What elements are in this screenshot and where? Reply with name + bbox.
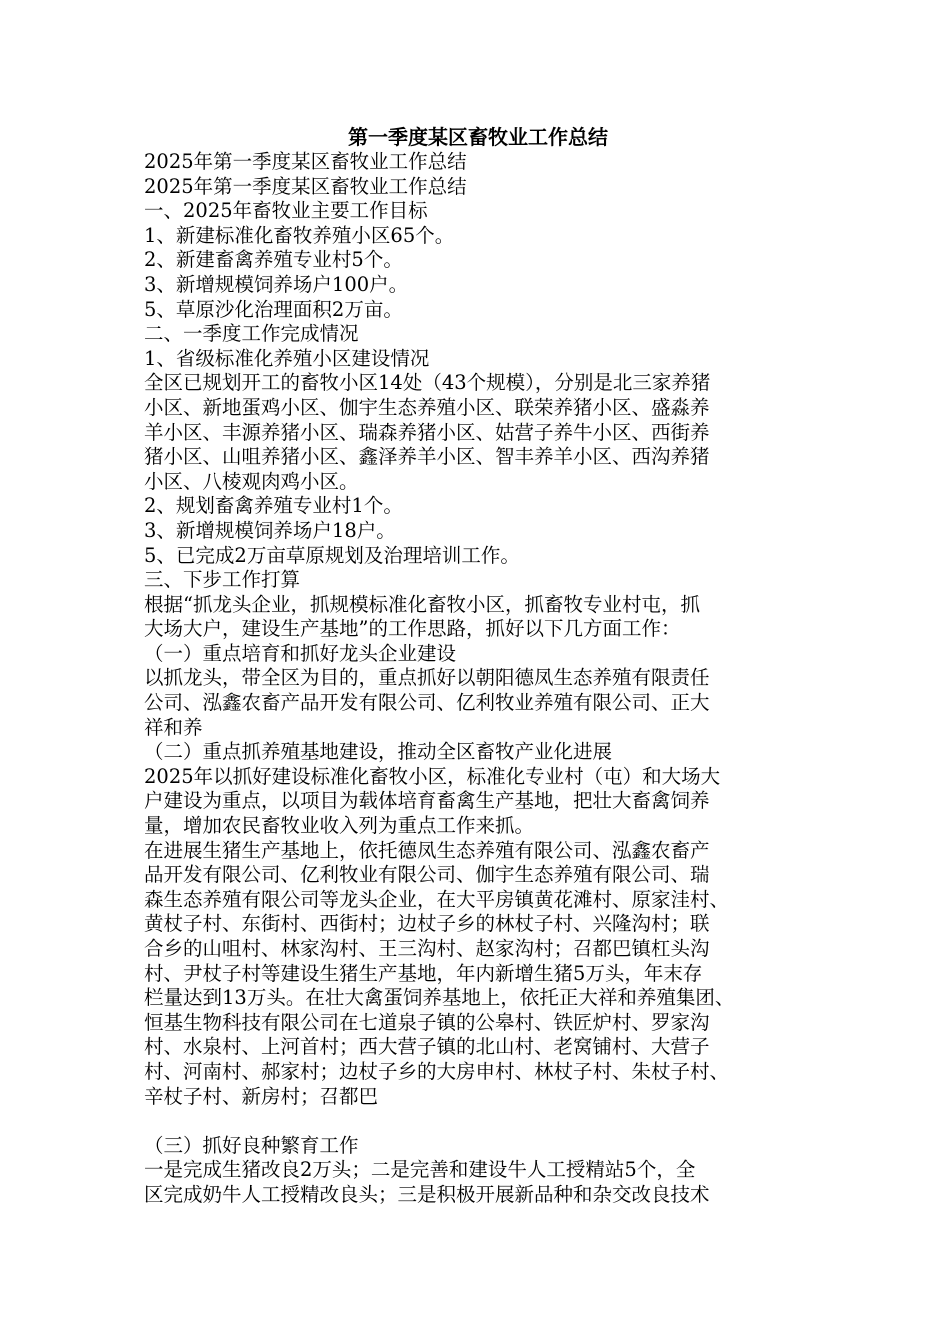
paragraph-line: 村、河南村、郝家村；边杖子乡的大房申村、林杖子村、朱杖子村、 — [144, 1059, 730, 1083]
paragraph-line: （一）重点培育和抓好龙头企业建设 — [144, 641, 457, 665]
paragraph-line: 5、已完成2万亩草原规划及治理培训工作。 — [144, 543, 520, 567]
paragraph-line: 合乡的山咀村、林家沟村、王三沟村、赵家沟村；召都巴镇杠头沟 — [144, 937, 710, 960]
paragraph-line: 公司、泓鑫农畜产品开发有限公司、亿利牧业养殖有限公司、正大 — [144, 691, 710, 715]
document-body — [144, 150, 812, 1208]
paragraph-line: 猪小区、山咀养猪小区、鑫泽养羊小区、智丰养羊小区、西沟养猪 — [144, 445, 710, 469]
paragraph-line: 3、新增规模饲养场户18户。 — [144, 518, 396, 542]
paragraph-line: 以抓龙头，带全区为目的，重点抓好以朝阳德凤生态养殖有限责任 — [144, 666, 710, 690]
paragraph-line: 大场大户，建设生产基地”的工作思路，抓好以下几方面工作： — [144, 617, 681, 641]
paragraph-line: 量，增加农民畜牧业收入列为重点工作来抓。 — [144, 814, 535, 838]
paragraph-line: 小区、八棱观肉鸡小区。 — [144, 469, 359, 493]
paragraph-line: 2、规划畜禽养殖专业村1个。 — [144, 494, 403, 518]
paragraph-line: 2025年第一季度某区畜牧业工作总结 — [144, 150, 467, 173]
paragraph-line: 3、新增规模饲养场户100户。 — [144, 272, 409, 296]
paragraph-line: 二、一季度工作完成情况 — [144, 322, 359, 346]
paragraph-line: 一是完成生猪改良2万头；二是完善和建设牛人工授精站5个，全 — [144, 1158, 696, 1182]
paragraph-line: 小区、新地蛋鸡小区、伽宇生态养殖小区、联荣养猪小区、盛淼养 — [144, 395, 710, 419]
paragraph-line: 三、下步工作打算 — [144, 568, 301, 592]
paragraph-line: 区完成奶牛人工授精改良头；三是积极开展新品种和杂交改良技术 — [144, 1182, 710, 1206]
paragraph-line: 品开发有限公司、亿利牧业有限公司、伽宇生态养殖有限公司、瑞 — [144, 863, 710, 887]
paragraph-line: 户建设为重点，以项目为载体培育畜禽生产基地，把壮大畜禽饲养 — [144, 789, 710, 813]
paragraph-line: 1、省级标准化养殖小区建设情况 — [144, 346, 430, 370]
paragraph-line: 在进展生猪生产基地上，依托德凤生态养殖有限公司、泓鑫农畜产 — [144, 838, 710, 862]
paragraph-line: 2025年第一季度某区畜牧业工作总结 — [144, 174, 467, 198]
paragraph-line — [144, 1109, 812, 1134]
paragraph-line: 村、尹杖子村等建设生猪生产基地，年内新增生猪5万头，年末存 — [144, 961, 703, 985]
paragraph-line: 全区已规划开工的畜牧小区14处（43个规模），分别是北三家养猪 — [144, 371, 711, 395]
paragraph-line: 羊小区、丰源养猪小区、瑞森养猪小区、姑营子养牛小区、西街养 — [144, 420, 710, 444]
document-title: 第一季度某区畜牧业工作总结 — [348, 125, 608, 149]
paragraph-line: 栏量达到13万头。在壮大禽蛋饲养基地上，依托正大祥和养殖集团、 — [144, 986, 735, 1010]
paragraph-line: 村、水泉村、上河首村；西大营子镇的北山村、老窝铺村、大营子 — [144, 1035, 710, 1059]
paragraph-line: 祥和养 — [144, 715, 203, 739]
paragraph-line: 恒基生物科技有限公司在七道泉子镇的公皋村、铁匠炉村、罗家沟 — [144, 1010, 710, 1034]
paragraph-line: 1、新建标准化畜牧养殖小区65个。 — [144, 223, 455, 247]
paragraph-line: 5、草原沙化治理面积2万亩。 — [144, 297, 403, 321]
paragraph-line: （二）重点抓养殖基地建设，推动全区畜牧产业化进展 — [144, 740, 613, 764]
paragraph-line: 黄杖子村、东街村、西街村；边杖子乡的林杖子村、兴隆沟村；联 — [144, 912, 710, 936]
paragraph-line: 2025年以抓好建设标准化畜牧小区，标准化专业村（屯）和大场大 — [144, 764, 721, 788]
paragraph-line: 森生态养殖有限公司等龙头企业，在大平房镇黄花滩村、原家洼村、 — [144, 887, 730, 911]
paragraph-line: 一、2025年畜牧业主要工作目标 — [144, 199, 428, 223]
paragraph-line: 根据“抓龙头企业，抓规模标准化畜牧小区，抓畜牧专业村屯，抓 — [144, 592, 700, 616]
paragraph-line: 辛杖子村、新房村；召都巴 — [144, 1084, 379, 1108]
paragraph-line: 2、新建畜禽养殖专业村5个。 — [144, 248, 403, 272]
paragraph-line: （三）抓好良种繁育工作 — [144, 1133, 359, 1157]
